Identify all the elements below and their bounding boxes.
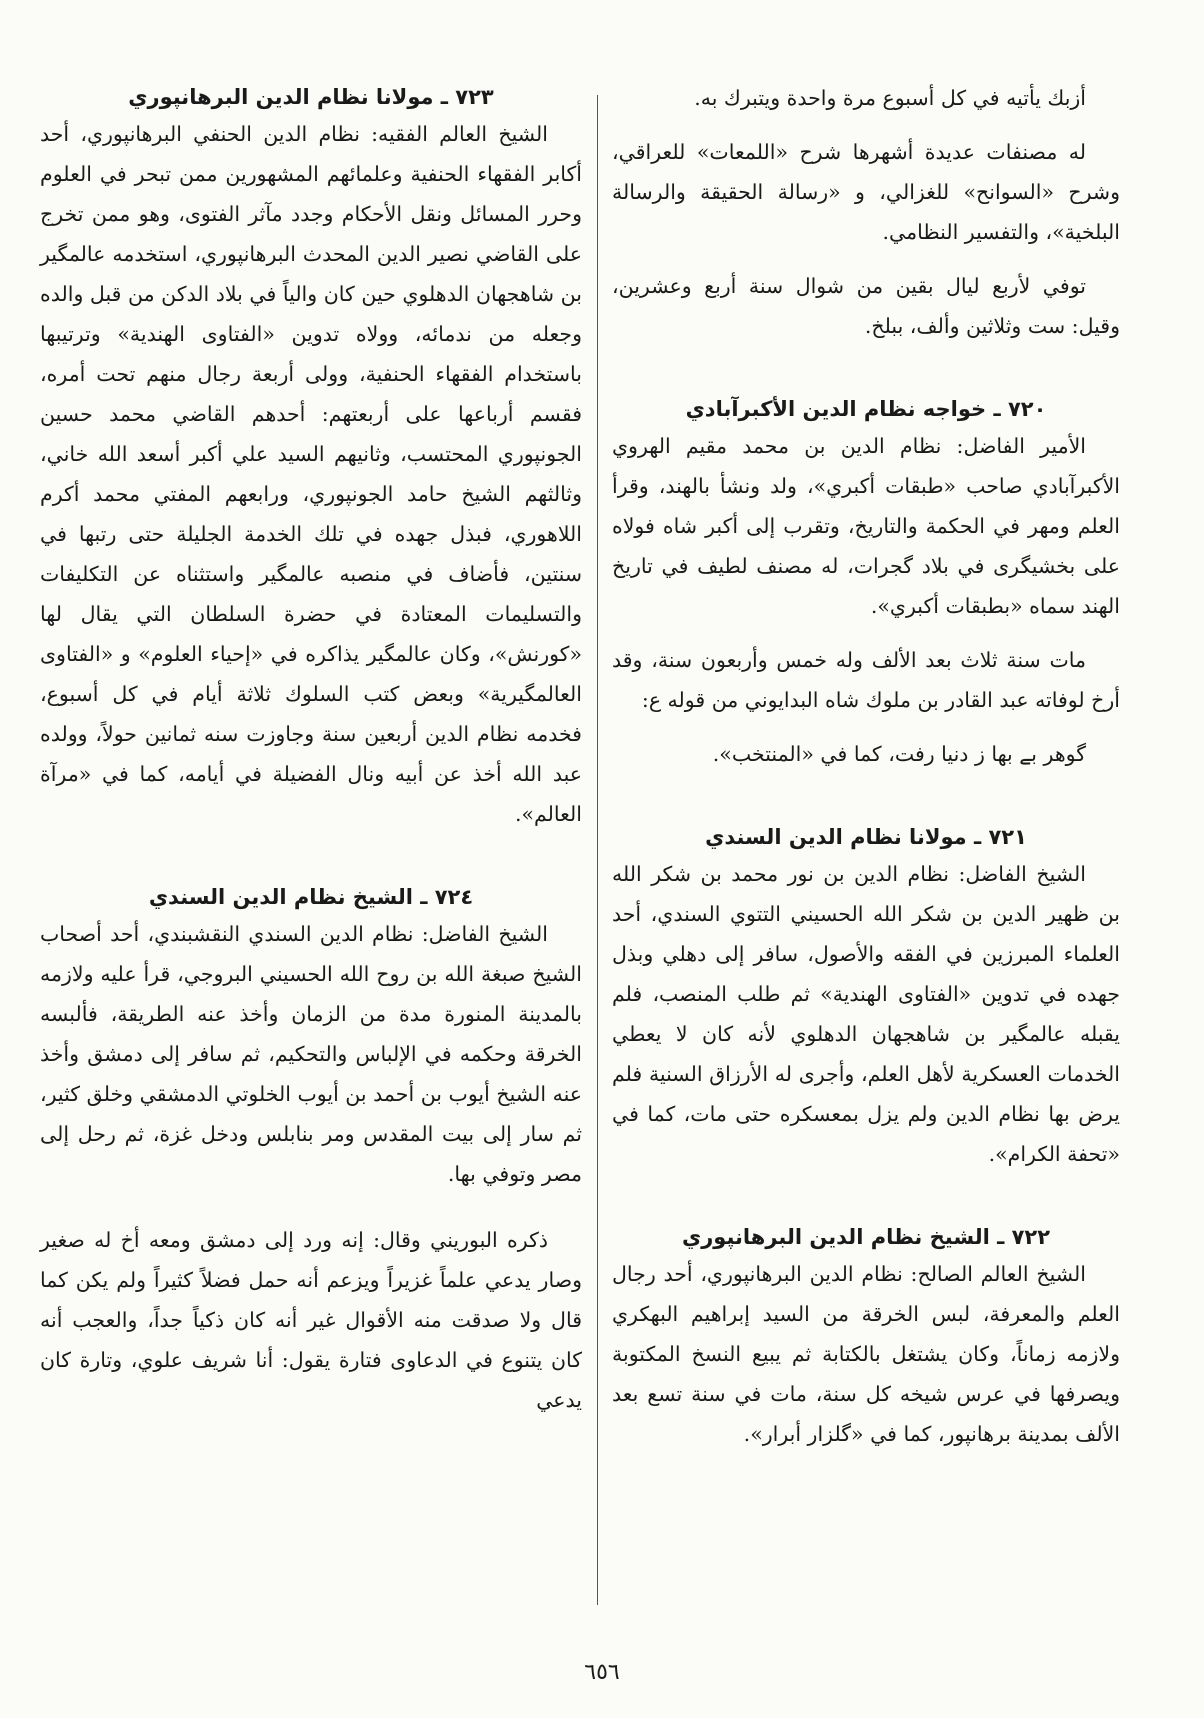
entry-720-heading: ٧٢٠ ـ خواجه نظام الدين الأكبرآبادي — [685, 397, 1047, 421]
entry-721-paragraph: الشيخ الفاضل: نظام الدين بن نور محمد بن شكر الله بن ظهير الدين بن شكر الله الحسيني التتوي السندي، أحد العلماء المبرزين في الفقه والأصول، سافر إلى دهلي وبذل جهده في تدوين «الفتاوى الهندية» ثم طلب المنصب، فلم يقبله عالمگير بن شاهجهان الدهلوي لأنه كان لا يعطي الخدمات العسكرية لأهل العلم، وأجرى له الأرزاق السنية فلم يرض بها نظام الدين ولم يزل بمعسكره حتى مات، كما في «تحفة الكرام». — [612, 862, 1120, 1166]
entry-724-heading: ٧٢٤ ـ الشيخ نظام الدين السندي — [148, 885, 474, 909]
entry-723-paragraph: الشيخ العالم الفقيه: نظام الدين الحنفي البرهانپوري، أحد أكابر الفقهاء الحنفية وعلمائهم المشهورين ممن تبحر في العلوم وحرر المسائل ونقل الأحكام وجدد مآثر الفتوى، وهو ممن تخرج على القاضي نصير الدين المحدث البرهانپوري، استخدمه عالمگير بن شاهجهان الدهلوي حين كان والياً في بلاد الدكن من قبل والده وجعله من ندمائه، وولاه تدوين «الفتاوى الهندية» وترتيبها باستخدام الفقهاء الحنفية، وولى أربعة رجال منهم تحت أمره، فقسم أرباعها على أربعتهم: أحدهم القاضي محمد حسين الجونپوري المحتسب، وثانيهم السيد علي أكبر أسعد الله خاني، وثالثهم الشيخ حامد الجونپوري، ورابعهم المفتي محمد أكرم اللاهوري، فبذل جهده في تلك الخدمة الجليلة حتى رتبها في سنتين، فأضاف في منصبه عالمگير واستثناه عن التكليفات والتسليمات المعتادة في حضرة السلطان التي يقال لها «كورنش»، وكان عالمگير يذاكره في «إحياء العلوم» و «الفتاوى العالمگيرية» وبعض كتب السلوك ثلاثة أيام في كل أسبوع، فخدمه نظام الدين أربعين سنة وجاوزت سنه ثمانين حولاً، وولده عبد الله أخذ عن أبيه ونال الفضيلة في أيامه، كما في «مرآة العالم». — [40, 122, 582, 826]
entry-724-paragraph-2: ذكره البوريني وقال: إنه ورد إلى دمشق ومعه أخ له صغير وصار يدعي علماً غزيراً ويزعم أنه حمل فضلاً كثيراً ولم يكن كما قال ولا صدقت منه الأقوال غير أنه كان ذكياً جداً، والعجب أنه كان يتنوع في الدعاوى فتارة يقول: أنا شريف علوي، وتارة كان يدعي — [40, 1228, 582, 1412]
intro-paragraph: أزبك يأتيه في كل أسبوع مرة واحدة ويتبرك به. — [694, 86, 1086, 110]
works-paragraph: له مصنفات عديدة أشهرها شرح «اللمعات» للعراقي، وشرح «السوانح» للغزالي، و «رسالة الحقيقة والرسالة البلخية»، والتفسير النظامي. — [612, 140, 1120, 244]
entry-720-paragraph: الأمير الفاضل: نظام الدين بن محمد مقيم الهروي الأكبرآبادي صاحب «طبقات أكبري»، ولد ونشأ بالهند، وقرأ العلم ومهر في الحكمة والتاريخ، وتقرب إلى أكبر شاه فولاه على بخشيگری في بلاد گجرات، له مصنف لطيف في تاريخ الهند سماه «بطبقات أكبري». — [612, 434, 1120, 618]
entry-722-paragraph: الشيخ العالم الصالح: نظام الدين البرهانپوري، أحد رجال العلم والمعرفة، لبس الخرقة من السيد إبراهيم البهكري ولازمه زماناً، وكان يشتغل بالكتابة ثم يبيع النسخ المكتوبة ويصرفها في عرس شيخه كل سنة، مات في سنة تسع بعد الألف بمدينة برهانپور، كما في «گلزار أبرار». — [612, 1262, 1120, 1446]
death-paragraph: توفي لأربع ليال بقين من شوال سنة أربع وعشرين، وقيل: ست وثلاثين وألف، ببلخ. — [612, 274, 1120, 338]
entry-720-paragraph-2: مات سنة ثلاث بعد الألف وله خمس وأربعون سنة، وقد أرخ لوفاته عبد القادر بن ملوك شاه البدايوني من قوله ع: — [612, 648, 1120, 712]
right-column — [612, 78, 1120, 1454]
entry-720-verse: گوهر بے بها ز دنيا رفت، كما في «المنتخب». — [712, 742, 1086, 766]
left-column — [40, 80, 582, 1420]
entry-721-heading: ٧٢١ ـ مولانا نظام الدين السندي — [705, 825, 1027, 849]
column-divider — [597, 95, 598, 1605]
entry-724-paragraph: الشيخ الفاضل: نظام الدين السندي النقشبندي، أحد أصحاب الشيخ صبغة الله بن روح الله الحسيني البروجي، قرأ عليه ولازمه بالمدينة المنورة مدة من الزمان وأخذ عنه الطريقة، فألبسه الخرقة وحكمه في الإلباس والتحكيم، ثم سافر إلى دمشق وأخذ عنه الشيخ أيوب بن أحمد بن أيوب الخلوتي الدمشقي وخلق كثير، ثم سار إلى بيت المقدس ومر بنابلس ودخل غزة، ثم رحل إلى مصر وتوفي بها. — [40, 922, 582, 1186]
entry-723-heading: ٧٢٣ ـ مولانا نظام الدين البرهانپوري — [128, 85, 494, 109]
entry-722-heading: ٧٢٢ ـ الشيخ نظام الدين البرهانپوري — [681, 1225, 1051, 1249]
page-number: ٦٥٦ — [584, 1660, 620, 1685]
